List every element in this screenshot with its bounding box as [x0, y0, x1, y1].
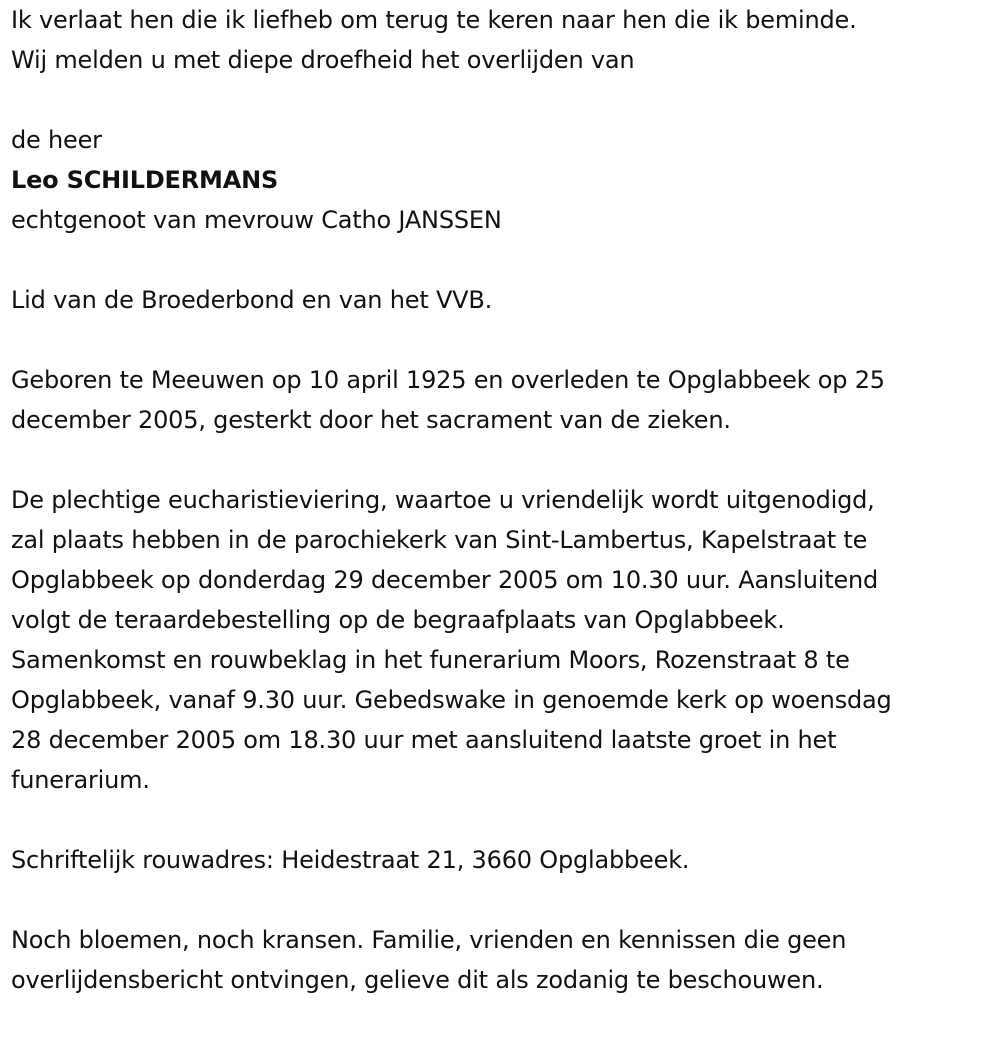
- birth-death-line: december 2005, gesterkt door het sacrament van de zieken.: [11, 406, 731, 434]
- spouse-line: [11, 200, 996, 240]
- spacer: [11, 320, 996, 360]
- spacer: [11, 880, 996, 920]
- closing-line: overlijdensbericht ontvingen, gelieve dit als zodanig te beschouwen.: [11, 966, 824, 994]
- ceremony-line: De plechtige eucharistieviering, waartoe u vriendelijk wordt uitgenodigd,: [11, 486, 875, 514]
- announcement: [11, 40, 996, 80]
- spacer: [11, 240, 996, 280]
- deceased-name-text: Leo SCHILDERMANS: [11, 166, 279, 194]
- honorific-text: de heer: [11, 126, 102, 154]
- ceremony-line: Samenkomst en rouwbeklag in het funerarium Moors, Rozenstraat 8 te: [11, 646, 850, 674]
- mourning-address: [11, 840, 996, 880]
- deceased-name: [11, 160, 996, 200]
- ceremony-line: Opglabbeek op donderdag 29 december 2005 om 10.30 uur. Aansluitend: [11, 566, 879, 594]
- ceremony-paragraph: [11, 480, 996, 800]
- ceremony-line: 28 december 2005 om 18.30 uur met aansluitend laatste groet in het: [11, 726, 837, 754]
- birth-death-line: Geboren te Meeuwen op 10 april 1925 en overleden te Opglabbeek op 25: [11, 366, 885, 394]
- spacer: [11, 80, 996, 120]
- closing-paragraph: [11, 920, 996, 1000]
- ceremony-line: funerarium.: [11, 766, 150, 794]
- death-notice: [11, 0, 996, 1000]
- ceremony-line: Opglabbeek, vanaf 9.30 uur. Gebedswake in genoemde kerk op woensdag: [11, 686, 892, 714]
- opening-quote-text: Ik verlaat hen die ik liefheb om terug te keren naar hen die ik beminde.: [11, 6, 857, 34]
- spouse-text: echtgenoot van mevrouw Catho JANSSEN: [11, 206, 502, 234]
- memberships: [11, 280, 996, 320]
- ceremony-line: volgt de teraardebestelling op de begraafplaats van Opglabbeek.: [11, 606, 785, 634]
- closing-line: Noch bloemen, noch kransen. Familie, vrienden en kennissen die geen: [11, 926, 847, 954]
- spacer: [11, 440, 996, 480]
- birth-death-paragraph: [11, 360, 996, 440]
- mourning-address-text: Schriftelijk rouwadres: Heidestraat 21, 3660 Opglabbeek.: [11, 846, 690, 874]
- opening-quote: [11, 0, 996, 40]
- announcement-text: Wij melden u met diepe droefheid het overlijden van: [11, 46, 635, 74]
- honorific: [11, 120, 996, 160]
- memberships-text: Lid van de Broederbond en van het VVB.: [11, 286, 493, 314]
- spacer: [11, 800, 996, 840]
- ceremony-line: zal plaats hebben in de parochiekerk van Sint-Lambertus, Kapelstraat te: [11, 526, 868, 554]
